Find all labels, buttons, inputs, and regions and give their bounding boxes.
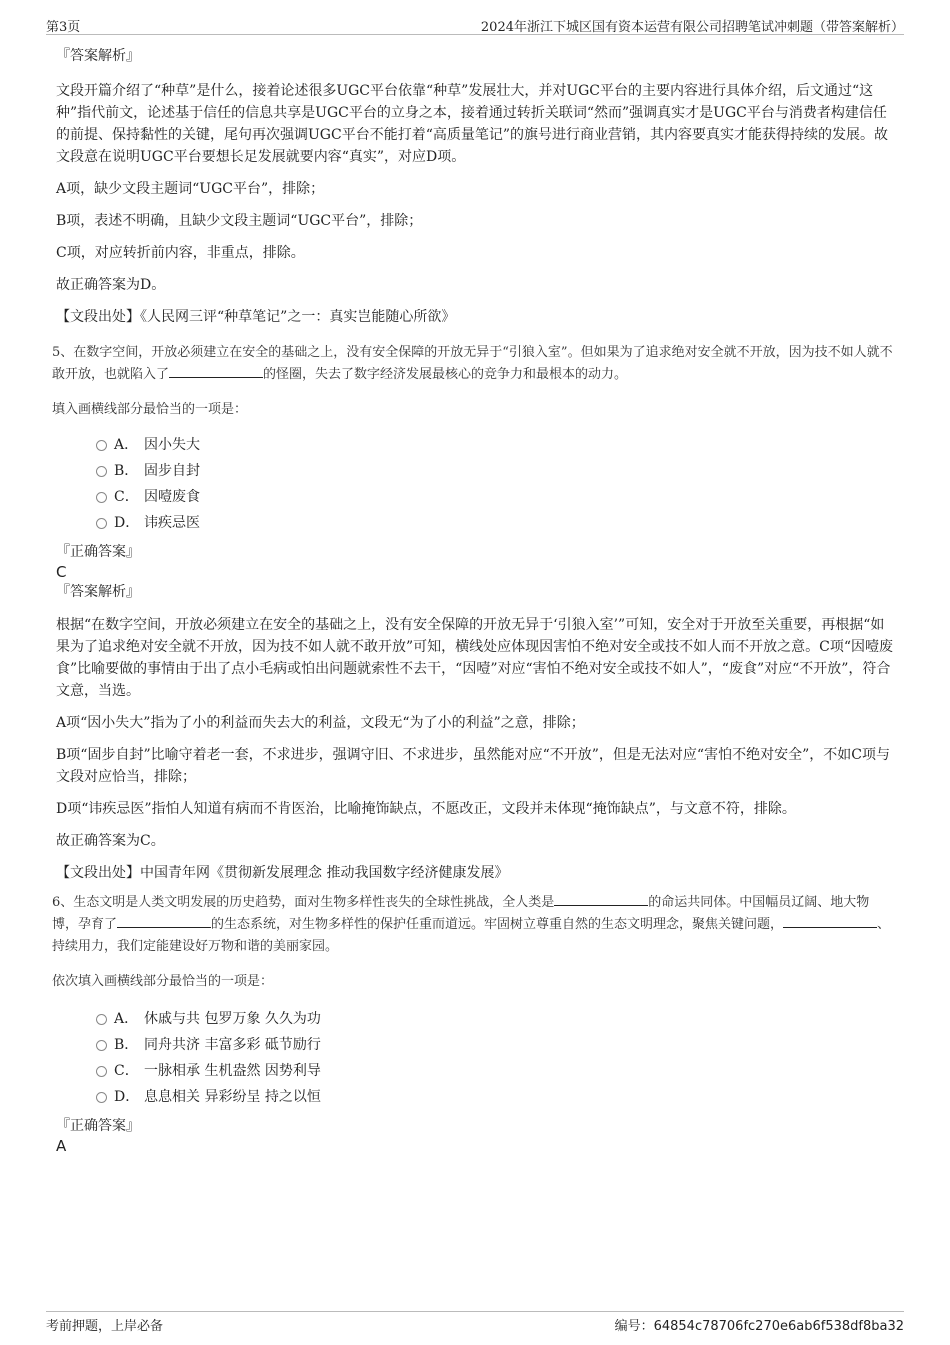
analysis-option-a: A项，缺少文段主题词“UGC平台”，排除； [56,181,325,197]
document-id: 编号：64854c78706fc270e6ab6f538df8ba32 [614,1319,904,1334]
fill-blank [554,893,648,906]
option-a[interactable]: A． 休戚与共 包罗万象 久久为功 [56,1006,894,1032]
radio-button[interactable] [96,466,107,477]
footer-slogan: 考前押题，上岸必备 [46,1319,164,1334]
page-number: 第3页 [46,20,81,35]
answer-conclusion: 故正确答案为D。 [56,277,166,293]
question-5-options [56,432,894,536]
question-6-stem: 6、生态文明是人类文明发展的历史趋势，面对生物多样性丧失的全球性挑战，全人类是 的命运共同体。中国幅员辽阔、地大物博，孕育了 的生态系统，对生物多样性的保护任重而道远。牢固树立尊重自然的生态文明理念，聚焦关键问题， 、持续用力，我们定能建设好万物和谐的美丽家园。 [52,895,891,954]
radio-button[interactable] [96,1014,107,1025]
radio-button[interactable] [96,1066,107,1077]
correct-answer: A [56,1137,67,1155]
text-source: 【文段出处】《人民网三评“种草笔记”之一：真实岂能随心所欲》 [56,309,456,325]
question-5-stem: 5、在数字空间，开放必须建立在安全的基础之上，没有安全保障的开放无异于“引狼入室”。但如果为了追求绝对安全就不开放，因为技不如人就不敢开放，也就陷入了 的怪圈，失去了数字经济发展最核心的竞争力和最根本的动力。 [52,345,893,382]
question-5-prompt: 填入画横线部分最恰当的一项是： [52,402,248,417]
document-title: 2024年浙江下城区国有资本运营有限公司招聘笔试冲刺题（带答案解析） [480,20,904,35]
question-6-prompt: 依次填入画横线部分最恰当的一项是： [52,974,274,989]
radio-button[interactable] [96,492,107,503]
radio-button[interactable] [96,1040,107,1051]
option-d[interactable]: D． 息息相关 异彩纷呈 持之以恒 [56,1084,894,1110]
analysis-option-a: A项“因小失大”指为了小的利益而失去大的利益，文段无“为了小的利益”之意，排除； [56,715,585,731]
question-6-options [56,1006,894,1110]
correct-answer-label: 『正确答案』 [56,1118,140,1134]
text-source: 【文段出处】中国青年网《贯彻新发展理念 推动我国数字经济健康发展》 [56,865,509,881]
option-b[interactable]: B． 固步自封 [56,458,894,484]
analysis-option-d: D项“讳疾忌医”指怕人知道有病而不肯医治，比喻掩饰缺点，不愿改正，文段并未体现“掩饰缺点”，与文意不符，排除。 [56,801,796,817]
analysis-text: 文段开篇介绍了“种草”是什么，接着论述很多UGC平台依靠“种草”发展壮大，并对UGC平台的主要内容进行具体介绍，后文通过“这种”指代前文，论述基于信任的信息共享是UGC平台的立身之本，接着通过转折关联词“然而”强调真实才是UGC平台与消费者构建信任的前提、保持黏性的关键，尾句再次强调UGC平台不能打着“高质量笔记”的旗号进行商业营销，其内容要真实才能获得持续的发展。故文段意在说明UGC平台要想长足发展就要内容“真实”，对应D项。 [56,83,889,165]
option-c[interactable]: C． 因噎废食 [56,484,894,510]
option-a[interactable]: A． 因小失大 [56,432,894,458]
option-d[interactable]: D． 讳疾忌医 [56,510,894,536]
radio-button[interactable] [96,440,107,451]
fill-blank [117,915,211,928]
fill-blank [783,915,877,928]
correct-answer-label: 『正确答案』 [56,544,140,560]
option-c[interactable]: C． 一脉相承 生机盎然 因势利导 [56,1058,894,1084]
radio-button[interactable] [96,518,107,529]
analysis-text: 根据“在数字空间，开放必须建立在安全的基础之上，没有安全保障的开放无异于‘引狼入室’”可知，安全对于开放至关重要，再根据“如果为了追求绝对安全就不开放，因为技不如人就不敢开放”可知，横线处应体现因害怕不绝对安全或技不如人而不开放之意。C项“因噎废食”比喻要做的事情由于出了点小毛病或怕出问题就索性不去干，“因噎”对应“害怕不绝对安全或技不如人”，“废食”对应“不开放”，符合文意，当选。 [56,617,894,699]
answer-conclusion: 故正确答案为C。 [56,833,165,849]
correct-answer: C [56,563,67,581]
analysis-label: 『答案解析』 [56,48,140,64]
page-footer [46,1311,904,1336]
page-content [52,44,894,1156]
analysis-option-b: B项，表述不明确，且缺少文段主题词“UGC平台”，排除； [56,213,423,229]
page-header [46,14,904,35]
radio-button[interactable] [96,1092,107,1103]
analysis-option-c: C项，对应转折前内容，非重点，排除。 [56,245,305,261]
option-b[interactable]: B． 同舟共济 丰富多彩 砥节励行 [56,1032,894,1058]
analysis-label: 『答案解析』 [56,584,140,600]
analysis-option-b: B项“固步自封”比喻守着老一套，不求进步，强调守旧、不求进步，虽然能对应“不开放”，但是无法对应“害怕不绝对安全”，不如C项与文段对应恰当，排除； [56,747,890,785]
fill-blank [169,365,263,378]
